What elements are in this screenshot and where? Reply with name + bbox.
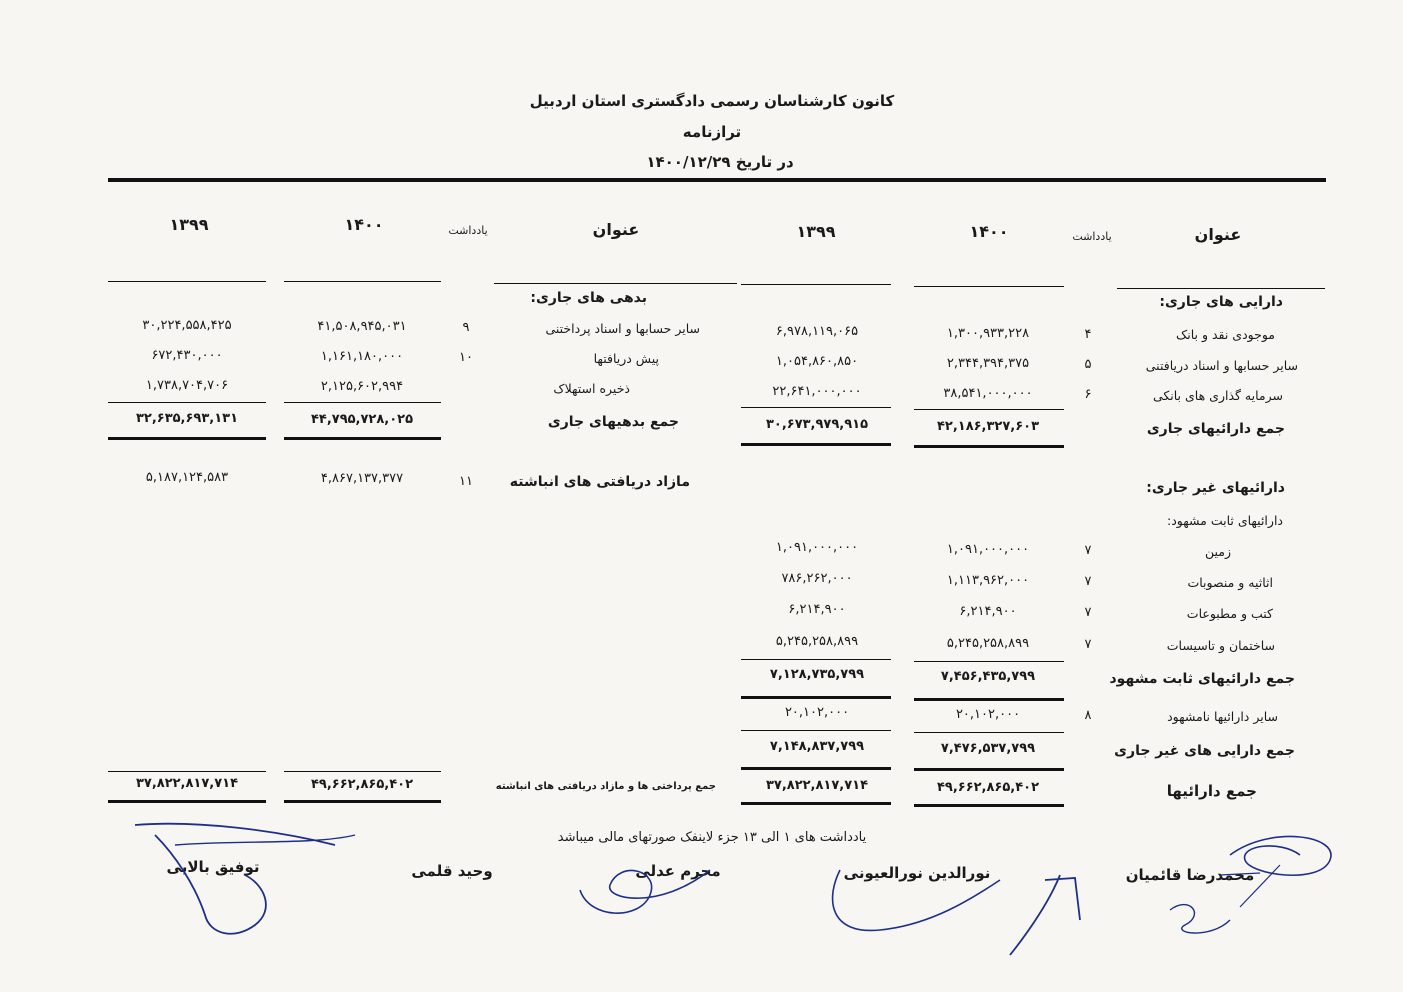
liab-1400-header: ۱۴۰۰ bbox=[344, 215, 384, 234]
notes-statement: یادداشت های ۱ الی ۱۳ جزء لاینفک صورتهای مالی میباشد bbox=[557, 830, 867, 845]
signature-mark bbox=[560, 840, 740, 940]
asset-row-note: ۵ bbox=[1084, 357, 1092, 372]
rule bbox=[108, 402, 266, 403]
fixed-asset-note: ۷ bbox=[1084, 637, 1092, 652]
current-assets-heading: دارایی های جاری: bbox=[1159, 294, 1283, 310]
asset-row-label: سایر حسابها و اسناد دریافتنی bbox=[1145, 358, 1298, 373]
asset-row-1400: ۳۸,۵۴۱,۰۰۰,۰۰۰ bbox=[943, 386, 1033, 401]
intangible-asset-1400: ۲۰,۱۰۲,۰۰۰ bbox=[955, 707, 1021, 722]
asset-row-1400: ۱,۳۰۰,۹۳۳,۲۲۸ bbox=[946, 326, 1030, 341]
double-rule bbox=[284, 800, 441, 803]
signature-mark bbox=[820, 840, 1020, 950]
current-assets-total-1399: ۳۰,۶۷۳,۹۷۹,۹۱۵ bbox=[765, 417, 869, 432]
rule bbox=[494, 283, 737, 284]
current-liabilities-heading: بدهی های جاری: bbox=[530, 290, 647, 306]
liability-row-1399: ۱,۷۳۸,۷۰۴,۷۰۶ bbox=[145, 378, 229, 393]
asset-row-note: ۴ bbox=[1084, 327, 1092, 342]
fixed-asset-label: اثاثیه و منصوبات bbox=[1187, 575, 1273, 590]
current-liabilities-total-1399: ۳۲,۶۳۵,۶۹۳,۱۳۱ bbox=[135, 411, 239, 426]
double-rule bbox=[108, 437, 266, 440]
rule bbox=[284, 281, 441, 282]
fixed-asset-1400: ۶,۲۱۴,۹۰۰ bbox=[959, 604, 1017, 619]
report-date: در تاریخ ۱۴۰۰/۱۲/۲۹ bbox=[646, 153, 794, 171]
noncurrent-assets-total-label: جمع دارایی های غیر جاری bbox=[1114, 743, 1295, 759]
asset-row-1400: ۲,۳۴۴,۳۹۴,۳۷۵ bbox=[946, 356, 1030, 371]
rule bbox=[914, 286, 1064, 287]
rule bbox=[284, 771, 441, 772]
assets-note-header: یادداشت bbox=[1072, 230, 1112, 243]
double-rule bbox=[914, 698, 1064, 701]
liability-row-label: پیش دریافتها bbox=[593, 351, 659, 366]
asset-row-1399: ۲۲,۶۴۱,۰۰۰,۰۰۰ bbox=[772, 384, 862, 399]
current-assets-total-label: جمع دارائیهای جاری bbox=[1146, 421, 1285, 437]
assets-title-header: عنوان bbox=[1194, 225, 1242, 244]
rule bbox=[284, 402, 441, 403]
fixed-asset-1399: ۱,۰۹۱,۰۰۰,۰۰۰ bbox=[775, 540, 859, 555]
fixed-asset-1400: ۱,۱۱۳,۹۶۲,۰۰۰ bbox=[946, 573, 1030, 588]
organization-title: کانون کارشناسان رسمی دادگستری استان اردبیل bbox=[529, 92, 895, 110]
signatory-name: محرم عدلی bbox=[635, 862, 721, 880]
signatory-name: محمدرضا قائمیان bbox=[1125, 866, 1255, 884]
fixed-assets-heading: دارائیهای ثابت مشهود: bbox=[1167, 513, 1283, 528]
current-liabilities-total-1400: ۴۴,۷۹۵,۷۲۸,۰۲۵ bbox=[310, 412, 414, 427]
signature-mark bbox=[1130, 815, 1345, 965]
fixed-asset-1400: ۱,۰۹۱,۰۰۰,۰۰۰ bbox=[946, 542, 1030, 557]
intangible-asset-note: ۸ bbox=[1084, 708, 1092, 723]
fixed-asset-label: ساختمان و تاسیسات bbox=[1166, 638, 1275, 653]
fixed-assets-total-1400: ۷,۴۵۶,۴۳۵,۷۹۹ bbox=[940, 669, 1036, 684]
total-assets-1399: ۳۷,۸۲۲,۸۱۷,۷۱۴ bbox=[765, 778, 869, 793]
fixed-asset-1399: ۷۸۶,۲۶۲,۰۰۰ bbox=[781, 571, 853, 586]
noncurrent-assets-heading: دارائیهای غیر جاری: bbox=[1146, 480, 1285, 496]
liability-row-1400: ۴۱,۵۰۸,۹۴۵,۰۳۱ bbox=[317, 319, 407, 334]
current-assets-total-1400: ۴۲,۱۸۶,۳۲۷,۶۰۳ bbox=[936, 419, 1040, 434]
accumulated-surplus-note: ۱۱ bbox=[459, 474, 473, 489]
double-rule bbox=[108, 800, 266, 803]
asset-row-1399: ۶,۹۷۸,۱۱۹,۰۶۵ bbox=[775, 324, 859, 339]
liability-row-1399: ۳۰,۲۲۴,۵۵۸,۴۲۵ bbox=[142, 318, 232, 333]
document-type: ترازنامه bbox=[682, 123, 742, 141]
liability-row-note: ۹ bbox=[462, 320, 470, 335]
rule bbox=[108, 281, 266, 282]
asset-row-label: سرمایه گذاری های بانکی bbox=[1152, 388, 1283, 403]
signatory-name: نورالدین نورالعیونی bbox=[843, 864, 991, 882]
assets-1400-header: ۱۴۰۰ bbox=[969, 222, 1009, 241]
fixed-asset-note: ۷ bbox=[1084, 605, 1092, 620]
fixed-asset-label: کتب و مطبوعات bbox=[1186, 606, 1273, 621]
double-rule bbox=[741, 802, 891, 805]
liability-row-1400: ۲,۱۲۵,۶۰۲,۹۹۴ bbox=[320, 379, 404, 394]
assets-1399-header: ۱۳۹۹ bbox=[796, 222, 836, 241]
fixed-asset-note: ۷ bbox=[1084, 543, 1092, 558]
asset-row-1399: ۱,۰۵۴,۸۶۰,۸۵۰ bbox=[775, 354, 859, 369]
intangible-asset-1399: ۲۰,۱۰۲,۰۰۰ bbox=[784, 705, 850, 720]
fixed-asset-1399: ۵,۲۴۵,۲۵۸,۸۹۹ bbox=[775, 634, 859, 649]
fixed-assets-total-label: جمع دارائیهای ثابت مشهود bbox=[1109, 671, 1295, 687]
header-rule bbox=[108, 178, 1326, 182]
rule bbox=[741, 407, 891, 408]
liability-row-label: سایر حسابها و اسناد پرداختنی bbox=[545, 321, 700, 336]
rule bbox=[914, 409, 1064, 410]
liab-note-header: یادداشت bbox=[448, 224, 488, 237]
liability-row-1399: ۶۷۲,۴۳۰,۰۰۰ bbox=[151, 348, 223, 363]
double-rule bbox=[914, 804, 1064, 807]
signatory-name: وحید قلمی bbox=[411, 862, 493, 880]
accumulated-surplus-1399: ۵,۱۸۷,۱۲۴,۵۸۳ bbox=[145, 470, 229, 485]
liability-row-note: ۱۰ bbox=[459, 350, 473, 365]
rule bbox=[1117, 288, 1325, 289]
rule bbox=[914, 661, 1064, 662]
double-rule bbox=[914, 445, 1064, 448]
double-rule bbox=[741, 767, 891, 770]
intangible-asset-label: سایر دارائیها نامشهود bbox=[1167, 709, 1278, 724]
rule bbox=[741, 284, 891, 285]
accumulated-surplus-1400: ۴,۸۶۷,۱۳۷,۳۷۷ bbox=[320, 471, 404, 486]
liab-title-header: عنوان bbox=[592, 220, 640, 239]
rule bbox=[741, 730, 891, 731]
total-liabilities-label: جمع پرداختی ها و مازاد دریافتی های انباشته bbox=[495, 781, 716, 792]
total-liabilities-1400: ۴۹,۶۶۲,۸۶۵,۴۰۲ bbox=[310, 777, 414, 792]
total-liabilities-1399: ۳۷,۸۲۲,۸۱۷,۷۱۴ bbox=[135, 776, 239, 791]
asset-row-label: موجودی نقد و بانک bbox=[1176, 327, 1275, 342]
asset-row-note: ۶ bbox=[1084, 387, 1092, 402]
noncurrent-assets-total-1400: ۷,۴۷۶,۵۳۷,۷۹۹ bbox=[940, 741, 1036, 756]
liability-row-1400: ۱,۱۶۱,۱۸۰,۰۰۰ bbox=[320, 349, 404, 364]
fixed-asset-1400: ۵,۲۴۵,۲۵۸,۸۹۹ bbox=[946, 636, 1030, 651]
double-rule bbox=[741, 696, 891, 699]
liab-1399-header: ۱۳۹۹ bbox=[169, 215, 209, 234]
double-rule bbox=[284, 437, 441, 440]
noncurrent-assets-total-1399: ۷,۱۴۸,۸۳۷,۷۹۹ bbox=[769, 739, 865, 754]
double-rule bbox=[741, 443, 891, 446]
rule bbox=[108, 771, 266, 772]
rule bbox=[741, 659, 891, 660]
fixed-asset-label: زمین bbox=[1204, 544, 1231, 559]
current-liabilities-total-label: جمع بدهیهای جاری bbox=[547, 414, 679, 430]
signature-mark bbox=[115, 815, 375, 950]
signatory-name: توفیق بالایی bbox=[166, 858, 260, 876]
accumulated-surplus-label: مازاد دریافتی های انباشته bbox=[509, 474, 690, 490]
double-rule bbox=[914, 768, 1064, 771]
fixed-asset-note: ۷ bbox=[1084, 574, 1092, 589]
total-assets-label: جمع دارائیها bbox=[1166, 782, 1257, 800]
rule bbox=[914, 732, 1064, 733]
fixed-asset-1399: ۶,۲۱۴,۹۰۰ bbox=[788, 602, 846, 617]
liability-row-label: ذخیره استهلاک bbox=[553, 381, 630, 396]
total-assets-1400: ۴۹,۶۶۲,۸۶۵,۴۰۲ bbox=[936, 780, 1040, 795]
fixed-assets-total-1399: ۷,۱۲۸,۷۳۵,۷۹۹ bbox=[769, 667, 865, 682]
